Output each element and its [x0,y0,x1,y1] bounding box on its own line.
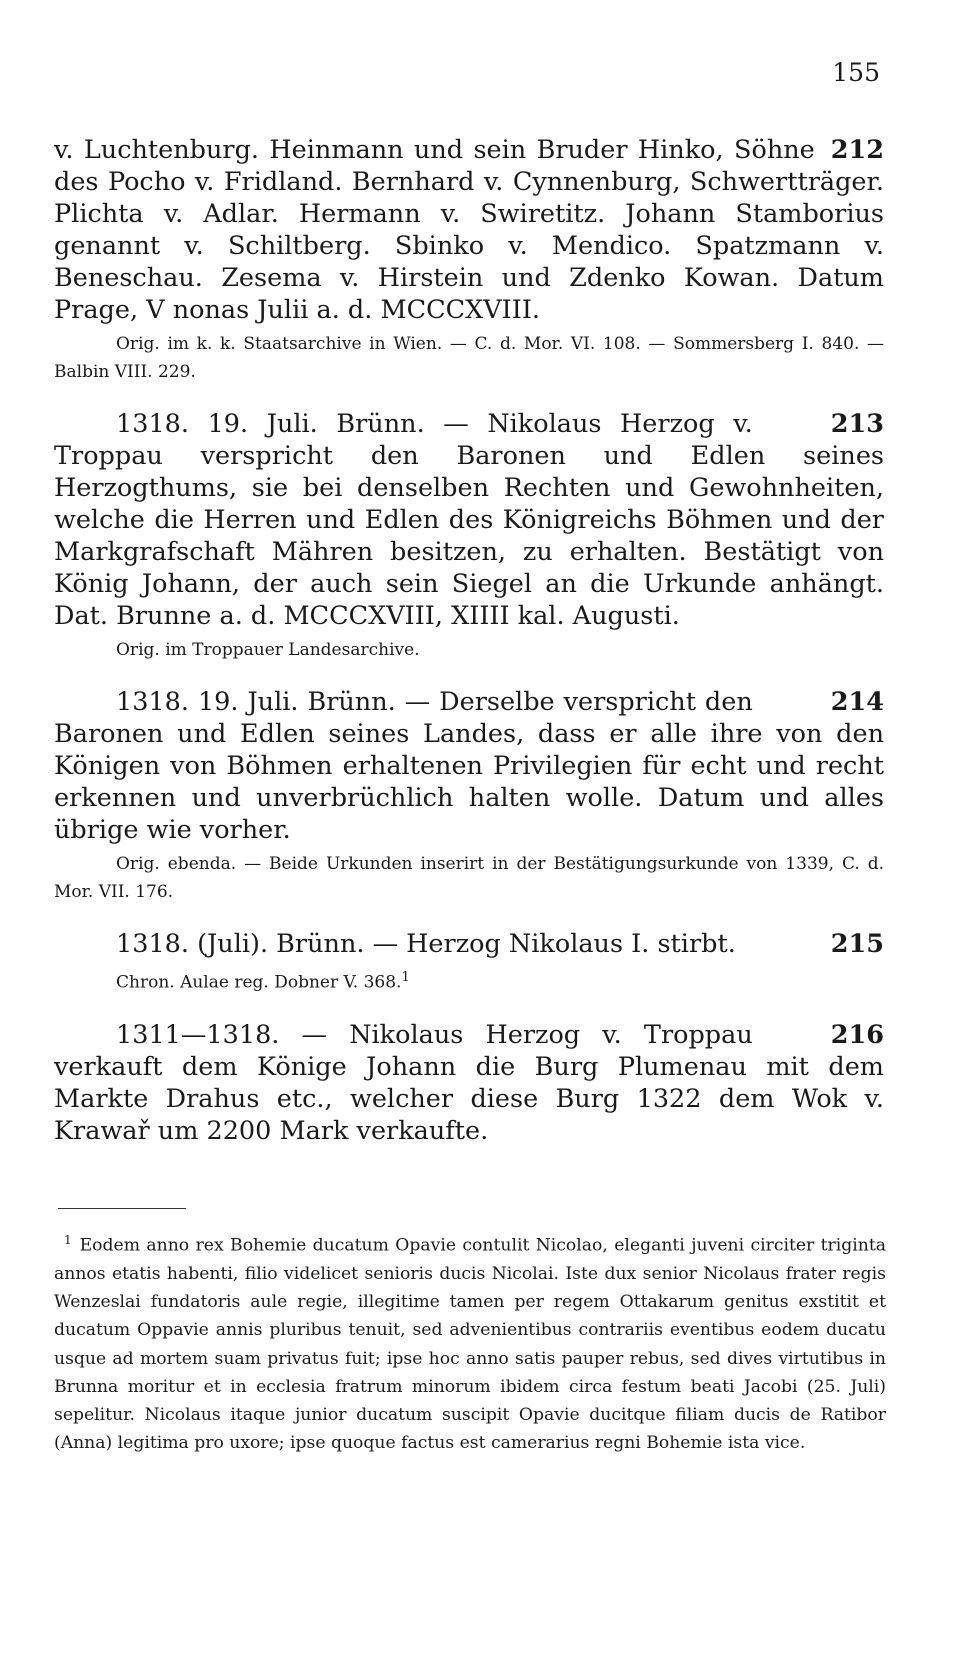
entry-source: Orig. im Troppauer Landesarchive. [116,640,420,660]
entry-number: 216 [830,1019,884,1050]
entry-text: 1311—1318. — Nikolaus Herzog v. Troppau verkauft dem Könige Johann die Burg Plumenau mit dem Markte Drahus etc., welcher diese Burg 1322 dem Wok v. Krawař um 2200 Mark verkaufte. [54,1019,884,1146]
entry-source: Orig. ebenda. — Beide Urkunden inserirt in der Bestätigungsurkunde von 1339, C. d. Mor. VII. 176. [54,854,884,902]
entry-214 [54,686,884,906]
entry-215 [54,928,884,997]
entry-source: Orig. im k. k. Staatsarchive in Wien. — C. d. Mor. VI. 108. — Sommersberg I. 840. — Balbin VIII. 229. [54,334,884,382]
main-text [54,112,884,1147]
page-number: 155 [832,58,880,87]
entry-number: 215 [830,929,884,959]
entry-source [54,964,884,997]
entry-body [54,134,884,326]
entry-216 [54,1019,884,1147]
entry-body [54,928,884,960]
source-text: Chron. Aulae reg. Dobner V. 368. [116,972,402,993]
footnote-divider [58,1208,186,1209]
entry-number: 214 [830,687,884,717]
entry-number: 213 [830,409,884,439]
footnote [54,1226,886,1457]
footnote-text: Eodem anno rex Bohemie ducatum Opavie contulit Nicolao, eleganti juveni circiter triginta annos etatis habenti, filio videlicet senioris ducis Nicolai. Iste dux senior Nicolaus frater regis Wenzeslai fundatoris aule regie, illegitime tamen per regem Ottakarum genitus exstitit et ducatum Oppavie annis pluribus tenuit, sed advenientibus contrariis eventibus eodem ducatu usque ad mortem suam privatus fuit; ipse hoc anno satis pauper rebus, sed dives virtutibus in Brunna moritur et in ecclesia fratrum minorum ibidem circa festum beati Jacobi (25. Juli) sepelitur. Nicolaus itaque junior ducatum suscipit Opavie ducitque filiam ducis de Ratibor (Anna) legitima pro uxore; ipse quoque factus est camerarius regni Bohemie ista vice. [54,1235,886,1454]
entry-text: 1318. 19. Juli. Brünn. — Derselbe verspricht den Baronen und Edlen seines Landes, dass er alle ihre von den Königen von Böhmen erhaltenen Privilegien für echt und recht erkennen und unverbrüchlich halten wolle. Datum und alles übrige wie vorher. [54,687,884,845]
footnote-ref[interactable]: 1 [401,970,410,985]
entry-text: 1318. (Juli). Brünn. — Herzog Nikolaus I. stirbt. [116,929,736,959]
entry-text: v. Luchtenburg. Heinmann und sein Bruder Hinko, Söhne des Pocho v. Fridland. Bernhard v. Cynnenburg, Schwertträger. Plichta v. Adlar. Hermann v. Swiretitz. Johann Stamborius genannt v. Schiltberg. Sbinko v. Mendico. Spatzmann v. Beneschau. Zesema v. Hirstein und Zdenko Kowan. Datum Prage, V nonas Julii a. d. MCCCXVIII. [54,135,884,325]
entry-212 [54,134,884,386]
entry-text: 1318. 19. Juli. Brünn. — Nikolaus Herzog v. Troppau verspricht den Baronen und Edlen seines Herzogthums, sie bei denselben Rechten und Gewohnheiten, welche die Herren und Edlen des Königreichs Böhmen und der Markgrafschaft Mähren besitzen, zu erhalten. Bestätigt von König Johann, der auch sein Siegel an die Urkunde anhängt. Dat. Brunne a. d. MCCCXVIII, XIIII kal. Augusti. [54,409,884,631]
entry-213 [54,408,884,664]
entry-body [54,1019,884,1147]
entry-body [54,686,884,846]
entry-number: 212 [830,135,884,165]
entry-body [54,408,884,632]
footnote-mark: 1 [64,1233,72,1247]
